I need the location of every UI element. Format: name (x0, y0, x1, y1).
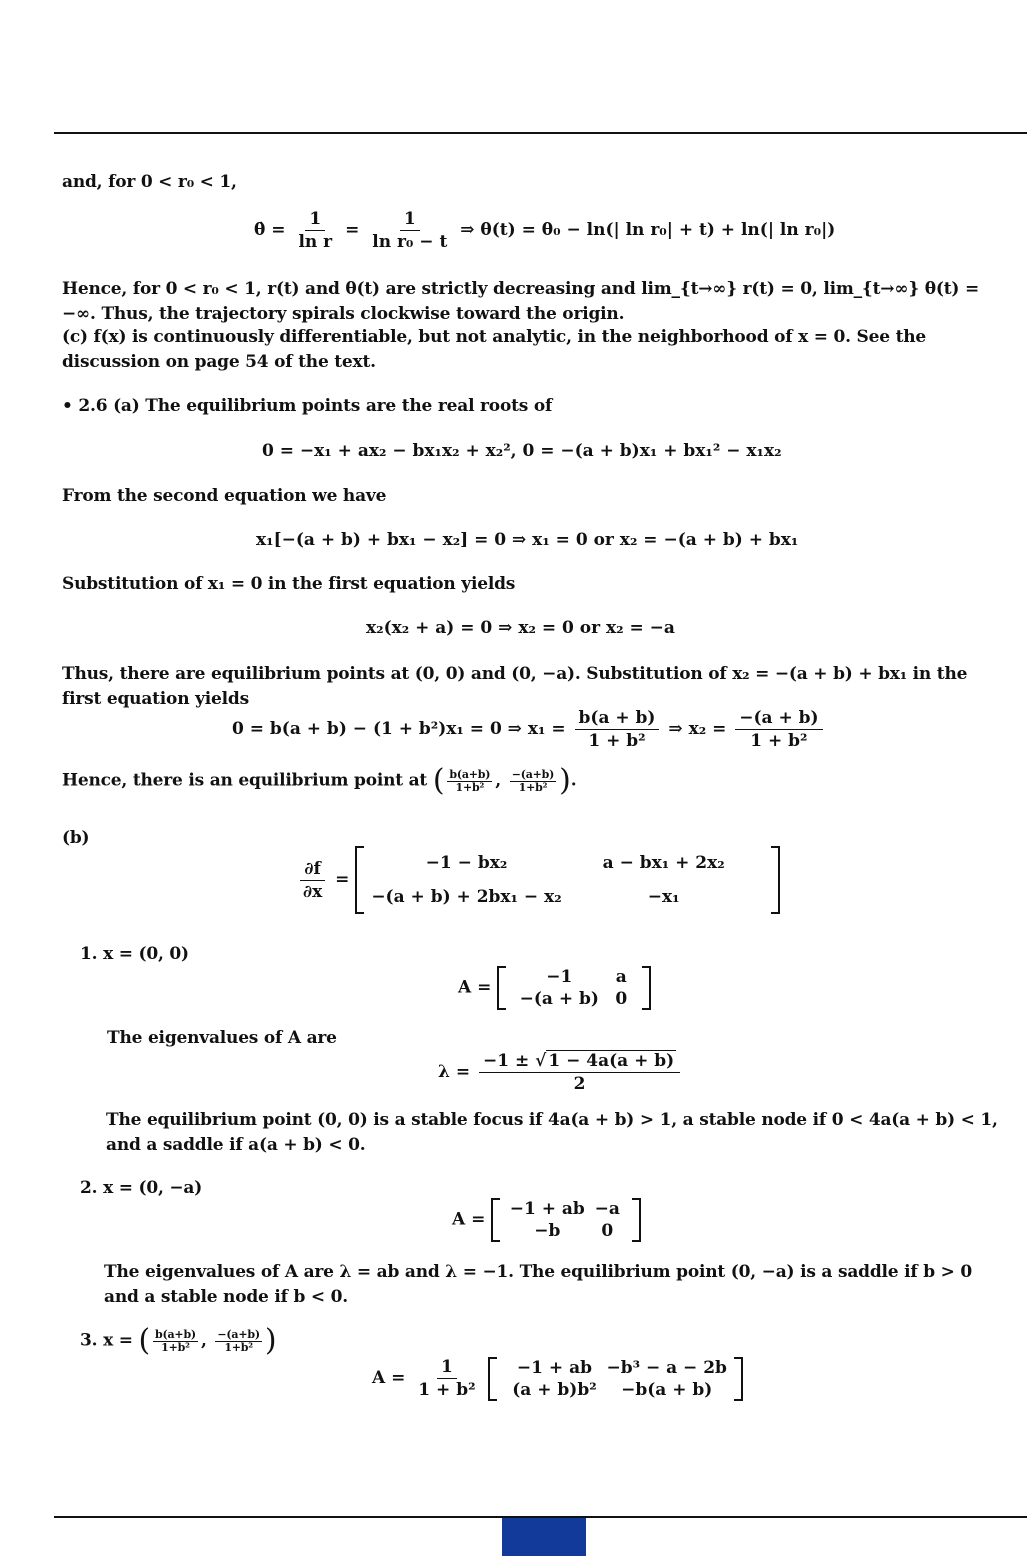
A2-left-bracket (491, 1198, 500, 1242)
item3-point-frac-2-den: 1+b² (224, 1340, 253, 1354)
theta-frac-2-num: 1 (400, 208, 420, 231)
A1-cell: a (615, 967, 627, 987)
item-1-text: The equilibrium point (0, 0) is a stable focus if 4a(a + b) > 1, a stable node if 0 < 4a(a + b) < 1, and a saddle if a(a + b) < 0. (106, 1110, 998, 1155)
jacobian-cell: −x₁ (647, 887, 680, 907)
A2-cell: 0 (601, 1221, 614, 1241)
item-3-label: 3. x = (80, 1330, 133, 1351)
A1-cell: −(a + b) (519, 989, 599, 1009)
top-rule (54, 132, 1027, 134)
item3-point-frac-1 (153, 1329, 198, 1354)
lambda-den: 2 (573, 1074, 586, 1094)
eq-point-frac-1-den: 1+b² (455, 780, 485, 794)
jacobian-cell: a − bx₁ + 2x₂ (602, 853, 725, 873)
lambda-lhs: λ = (438, 1062, 471, 1082)
lambda-sqrt-content: 1 − 4a(a + b) (548, 1051, 675, 1071)
jacobian-partial-num: ∂f (300, 858, 324, 881)
A2-right-bracket (632, 1198, 641, 1242)
jacobian-matrix (355, 846, 779, 914)
third-frac-1-num: b(a + b) (575, 707, 660, 730)
item-1-label: 1. x = (0, 0) (80, 944, 189, 964)
A2-label: A = (452, 1209, 486, 1230)
A3-scalar-num: 1 (437, 1356, 457, 1379)
A3-cell: −b(a + b) (621, 1379, 713, 1400)
theta-equation (254, 208, 835, 253)
third-eq-part-a: 0 = b(a + b) − (1 + b²)x₁ = 0 ⇒ x₁ = (232, 719, 566, 739)
eq-point-frac-1-num: b(a+b) (449, 767, 491, 781)
A3-cell: −1 + ab (516, 1357, 592, 1378)
lambda-frac (479, 1050, 680, 1095)
lambda-equation (438, 1050, 683, 1095)
item3-point-frac-1-den: 1+b² (161, 1340, 190, 1354)
equilibrium-point-text: Hence, there is an equilibrium point at (62, 770, 428, 791)
jacobian-eq-sign: = (335, 869, 350, 890)
theta-frac-1-den: ln r (298, 232, 333, 252)
jacobian-left-bracket (355, 846, 364, 914)
item3-point-frac-1-num: b(a+b) (155, 1327, 196, 1341)
substitution-1-text: Substitution of x₁ = 0 in the first equation yields (62, 574, 516, 594)
item-3-line: 3. x = ( $\frac{b(a+b)}{\text{1+b²}}$ , $\frac{-(a+b)}{\text{1+b²}}$ ) (80, 1323, 277, 1358)
theta-frac-2 (368, 208, 451, 253)
A2-cell: −b (534, 1221, 561, 1241)
eq-point-frac-2 (510, 769, 556, 794)
jacobian-partial (299, 858, 326, 903)
A3-cell: (a + b)b² (512, 1379, 597, 1400)
A1-label: A = (458, 977, 492, 998)
A2-matrix (491, 1198, 641, 1242)
A3-scalar-den: 1 + b² (418, 1380, 476, 1400)
A1-right-bracket (642, 966, 651, 1010)
theta-rhs: ⇒ θ(t) = θ₀ − ln(| ln r₀| + t) + ln(| ln r₀|) (460, 220, 836, 240)
A1-cell: 0 (615, 989, 628, 1009)
A3-matrix (488, 1357, 742, 1401)
A2-cell: −1 + ab (509, 1199, 585, 1219)
theta-frac-1-num: 1 (305, 208, 325, 231)
eq-point-frac-2-num: −(a+b) (511, 767, 555, 781)
theta-frac-1 (294, 208, 336, 253)
eigenvalues-intro: The eigenvalues of A are (107, 1028, 337, 1048)
A3-cell: −b³ − a − 2b (606, 1357, 727, 1378)
A3-left-bracket (488, 1357, 497, 1401)
item-2-label: 2. x = (0, −a) (80, 1178, 203, 1198)
section-2-6-heading: • 2.6 (a) The equilibrium points are the real roots of (62, 396, 553, 416)
jacobian-cell: −(a + b) + 2bx₁ − x₂ (371, 887, 562, 907)
hence-paragraph: Hence, for 0 < r₀ < 1, r(t) and θ(t) are strictly decreasing and lim_{t→∞} r(t) = 0, lim_{t→∞} θ(t) = −∞. Thus, the trajectory spirals clockwise toward the origin. (62, 279, 980, 324)
third-eq-part-b: ⇒ x₂ = (668, 719, 727, 739)
theta-eq-sign: = (345, 220, 360, 240)
jacobian-cell: −1 − bx₂ (425, 853, 508, 873)
A3-right-bracket (734, 1357, 743, 1401)
A1-matrix (497, 966, 651, 1010)
A2-cell: −a (594, 1199, 620, 1219)
third-equation (232, 707, 826, 752)
matrix-A3 (372, 1356, 743, 1401)
theta-lhs: θ̇ = (254, 220, 286, 240)
jacobian-right-bracket (771, 846, 780, 914)
from-second-text: From the second equation we have (62, 486, 387, 506)
third-frac-2-den: 1 + b² (750, 731, 808, 751)
A3-label: A = (372, 1368, 406, 1388)
third-frac-2 (735, 707, 822, 752)
part-c-paragraph: (c) f(x) is continuously differentiable, but not analytic, in the neighborhood of x = 0. See the discussion on page 54 of the text. (62, 327, 927, 372)
substitution-1-equation: x₂(x₂ + a) = 0 ⇒ x₂ = 0 or x₂ = −a (366, 618, 675, 638)
third-frac-2-num: −(a + b) (735, 707, 822, 730)
eq-point-frac-2-den: 1+b² (518, 780, 548, 794)
A1-left-bracket (497, 966, 506, 1010)
third-frac-1 (575, 707, 660, 752)
equilibrium-point-line: Hence, there is an equilibrium point at ( $\frac{b(a+b)}{\text{1+b²}}$ , $\frac{-(a+b)}{\text{1+b²}}$ ). (62, 763, 577, 798)
thus-paragraph: Thus, there are equilibrium points at (0, 0) and (0, −a). Substitution of x₂ = −(a + b) + bx₁ in the first equation yields (62, 664, 968, 709)
item3-point-frac-2-num: −(a+b) (217, 1327, 260, 1341)
part-b-label: (b) (62, 828, 90, 848)
matrix-A1 (458, 966, 651, 1010)
eq-point-frac-1 (447, 769, 492, 794)
roots-equation: 0 = −x₁ + ax₂ − bx₁x₂ + x₂², 0 = −(a + b)x₁ + bx₁² − x₁x₂ (262, 441, 782, 461)
A1-cell: −1 (546, 967, 573, 987)
jacobian-equation (296, 846, 780, 914)
second-equation: x₁[−(a + b) + bx₁ − x₂] = 0 ⇒ x₁ = 0 or x₂ = −(a + b) + bx₁ (256, 530, 799, 550)
item3-point-frac-2 (215, 1329, 261, 1354)
lambda-num: −1 ± √ 1 − 4a(a + b) (479, 1050, 680, 1073)
intro-text: and, for 0 < r₀ < 1, (62, 172, 237, 192)
A3-scalar-frac (414, 1356, 479, 1401)
jacobian-partial-den: ∂x (303, 881, 323, 902)
item-2-text: The eigenvalues of A are λ = ab and λ = −1. The equilibrium point (0, −a) is a saddle if b > 0 and a stable node if b < 0. (104, 1262, 973, 1307)
theta-frac-2-den: ln r₀ − t (372, 232, 448, 252)
page-number-tab (502, 1518, 586, 1556)
lambda-num-prefix: −1 ± (483, 1051, 536, 1071)
matrix-A2 (452, 1198, 641, 1242)
third-frac-1-den: 1 + b² (588, 731, 646, 751)
